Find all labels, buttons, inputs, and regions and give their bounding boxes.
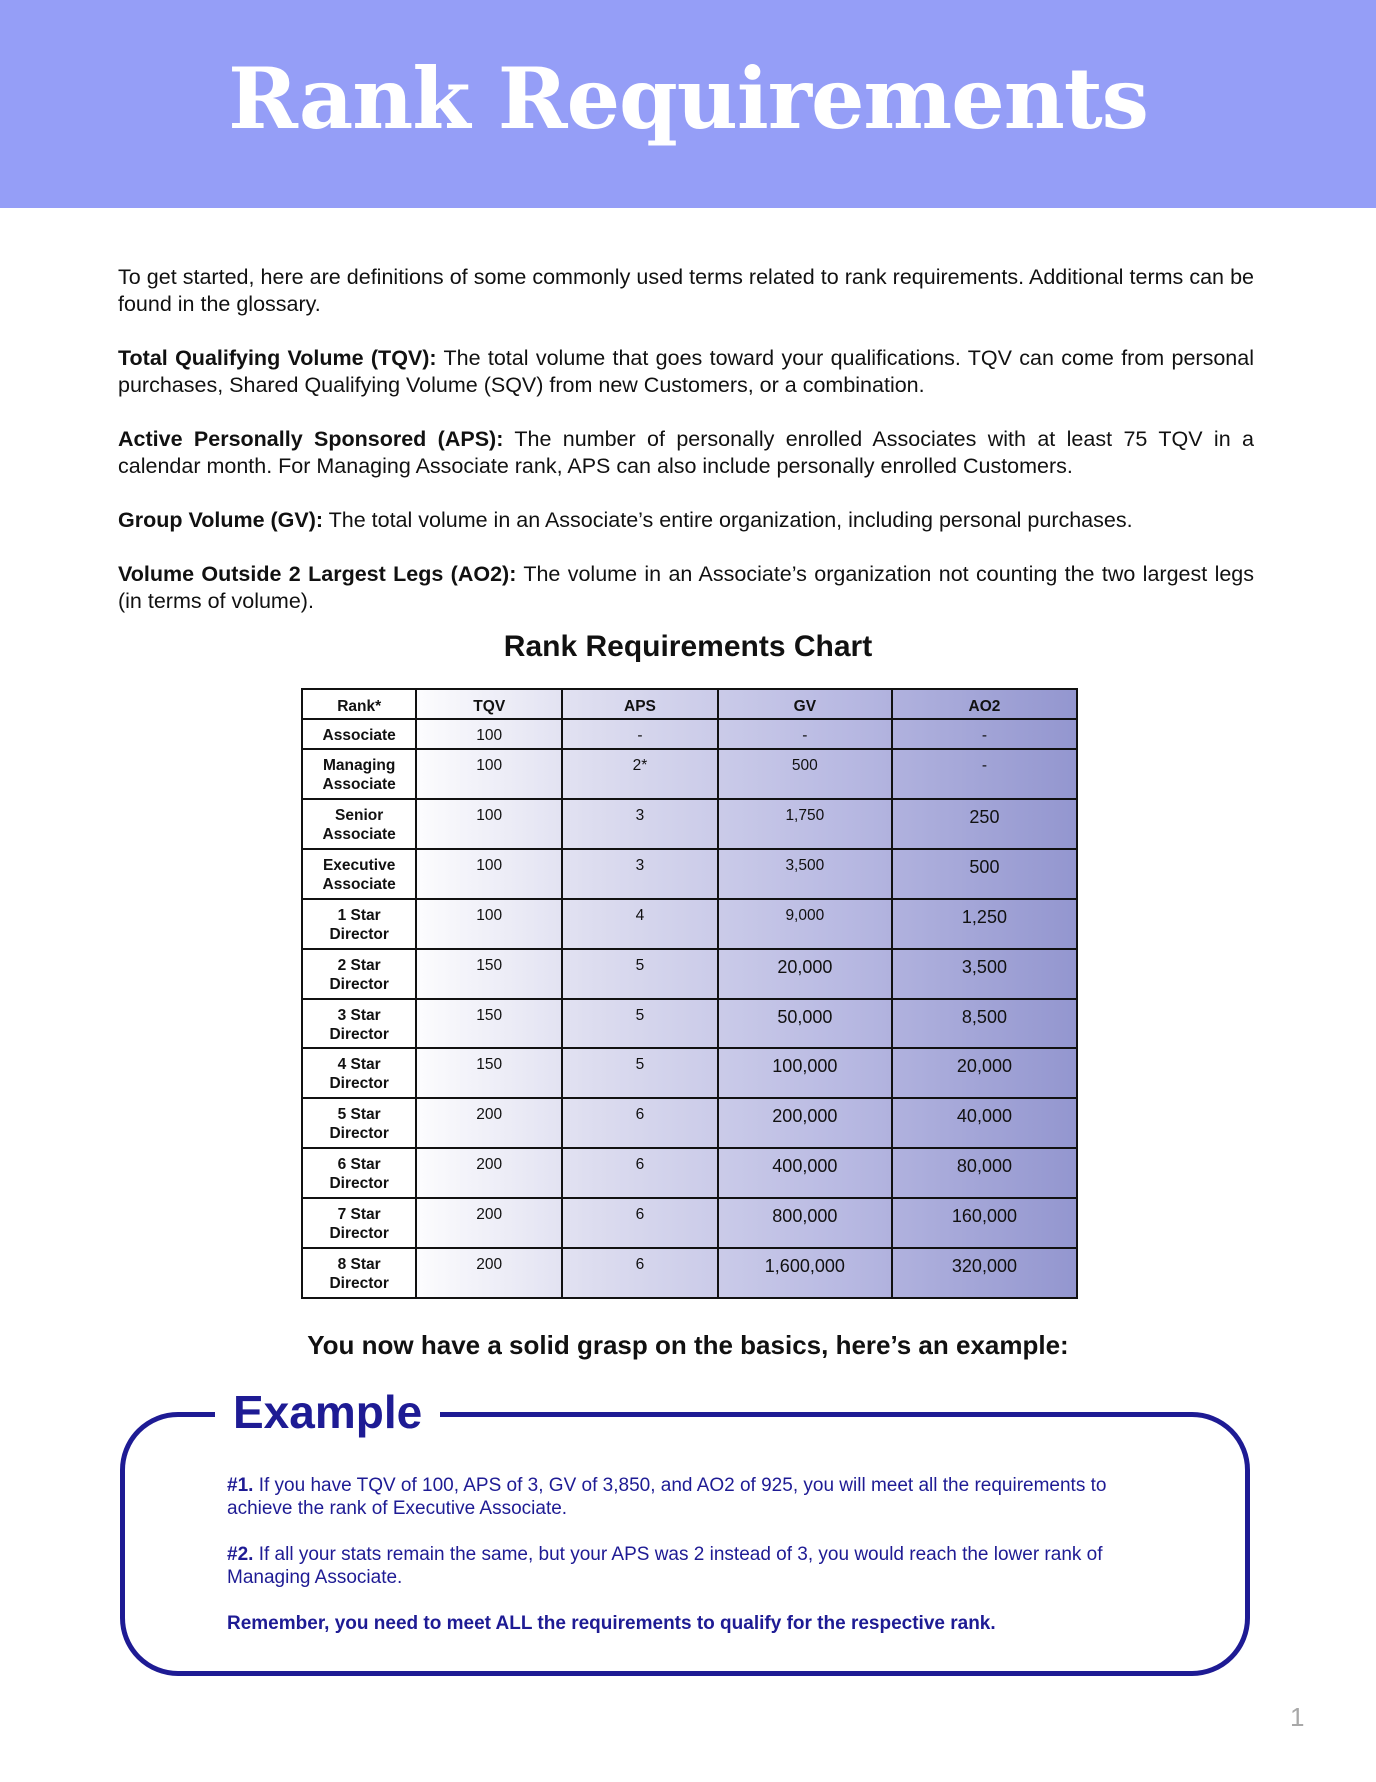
tqv-cell: 100 [416,749,562,799]
rank-name-line: 5 Star [337,1106,381,1124]
tqv-cell: 150 [416,999,562,1049]
rank-name-line: Associate [322,875,396,893]
ao2-cell: - [892,749,1077,799]
rank-name-line: 3 Star [337,1006,381,1024]
definitions-section [118,264,1254,642]
table-row [302,1098,1077,1148]
aps-cell: 5 [562,1048,718,1098]
tqv-cell: 200 [416,1148,562,1198]
rank-name-line: Senior [335,807,384,825]
definition-aps [118,426,1254,480]
table-row [302,799,1077,849]
definition-ao2 [118,561,1254,615]
table-header-row [302,689,1077,719]
rank-name-line: Director [329,1025,389,1043]
gv-cell: 50,000 [718,999,892,1049]
rank-name-line: 4 Star [337,1056,381,1074]
example-reminder [227,1612,1157,1635]
header-rank: Rank* [302,689,416,719]
rank-name-line: Director [329,1075,389,1093]
gv-cell: 400,000 [718,1148,892,1198]
definition-text: The total volume that goes toward your qualifications. TQV can come from personal purchases, Shared Qualifying Volume (SQV) from new Customers, or a combination. [118,346,1254,397]
ao2-cell: 3,500 [892,949,1077,999]
rank-name-line: Associate [322,727,396,744]
ao2-cell: 80,000 [892,1148,1077,1198]
table-row [302,949,1077,999]
gv-cell: 1,750 [718,799,892,849]
example-intro: You now have a solid grasp on the basics, here’s an example: [307,1330,1069,1360]
table-row [302,999,1077,1049]
aps-cell: 6 [562,1148,718,1198]
rank-name-cell [302,799,416,849]
rank-name-cell [302,719,416,749]
ao2-cell: 250 [892,799,1077,849]
aps-cell: 2* [562,749,718,799]
rank-name-line: 7 Star [337,1206,381,1224]
rank-name-cell [302,849,416,899]
definition-text: The total volume in an Associate’s entire organization, including personal purchases. [323,508,1133,532]
ao2-cell: 160,000 [892,1198,1077,1248]
rank-name-cell [302,899,416,949]
table-row [302,1048,1077,1098]
table-row [302,1248,1077,1298]
chart-title: Rank Requirements Chart [503,630,873,663]
tqv-cell: 200 [416,1098,562,1148]
rank-name-line: 1 Star [337,906,381,924]
tqv-cell: 100 [416,899,562,949]
gv-cell: 500 [718,749,892,799]
tqv-cell: 200 [416,1198,562,1248]
ao2-cell: - [892,719,1077,749]
definition-term: Volume Outside 2 Largest Legs (AO2): [118,562,517,586]
rank-name-line: 8 Star [337,1256,381,1274]
ao2-cell: 500 [892,849,1077,899]
rank-name-cell [302,949,416,999]
example-label: Example [215,1384,440,1440]
aps-cell: - [562,719,718,749]
ao2-cell: 1,250 [892,899,1077,949]
ao2-cell: 8,500 [892,999,1077,1049]
table-row [302,749,1077,799]
ao2-cell: 40,000 [892,1098,1077,1148]
table-row [302,899,1077,949]
definition-gv [118,507,1254,534]
ao2-cell: 20,000 [892,1048,1077,1098]
header-aps: APS [562,689,718,719]
aps-cell: 4 [562,899,718,949]
definition-term: Group Volume (GV): [118,508,324,532]
aps-cell: 3 [562,799,718,849]
rank-name-line: Director [329,1225,389,1243]
table-row [302,1148,1077,1198]
aps-cell: 5 [562,949,718,999]
gv-cell: 20,000 [718,949,892,999]
example-item-number: #1. [227,1475,254,1496]
rank-name-line: 2 Star [337,956,381,974]
example-item-text: If all your stats remain the same, but your APS was 2 instead of 3, you would reach the lower rank of Managing Associate. [227,1544,1103,1588]
tqv-cell: 100 [416,799,562,849]
rank-name-cell [302,1048,416,1098]
rank-name-cell [302,1248,416,1298]
definition-tqv [118,345,1254,399]
rank-name-line: Director [329,925,389,943]
aps-cell: 5 [562,999,718,1049]
rank-name-cell [302,999,416,1049]
rank-name-cell [302,749,416,799]
intro-paragraph: To get started, here are definitions of some commonly used terms related to rank requirements. Additional terms can be found in the glossary. [118,265,1254,316]
rank-requirements-table [301,688,1078,1299]
definition-term: Total Qualifying Volume (TQV): [118,346,437,370]
gv-cell: 100,000 [718,1048,892,1098]
rank-name-line: Executive [322,856,396,874]
gv-cell: 3,500 [718,849,892,899]
ao2-cell: 320,000 [892,1248,1077,1298]
rank-name-line: Associate [322,826,396,844]
rank-name-line: Director [329,1275,389,1293]
header-tqv: TQV [416,689,562,719]
aps-cell: 6 [562,1198,718,1248]
example-item-text: If you have TQV of 100, APS of 3, GV of 3,850, and AO2 of 925, you will meet all the requirements to achieve the rank of Executive Associate. [227,1475,1107,1519]
rank-name-line: 6 Star [337,1156,381,1174]
gv-cell: 9,000 [718,899,892,949]
rank-name-line: Director [329,1175,389,1193]
example-item-2 [227,1543,1157,1589]
aps-cell: 3 [562,849,718,899]
table-row [302,849,1077,899]
gv-cell: 1,600,000 [718,1248,892,1298]
header-gv: GV [718,689,892,719]
table-row [302,1198,1077,1248]
tqv-cell: 100 [416,849,562,899]
page-title: Rank Requirements [228,48,1148,148]
rank-name-cell [302,1148,416,1198]
tqv-cell: 200 [416,1248,562,1298]
table-row [302,719,1077,749]
gv-cell: 200,000 [718,1098,892,1148]
aps-cell: 6 [562,1098,718,1148]
rank-name-line: Director [329,975,389,993]
gv-cell: 800,000 [718,1198,892,1248]
tqv-cell: 150 [416,949,562,999]
header-ao2: AO2 [892,689,1077,719]
aps-cell: 6 [562,1248,718,1298]
tqv-cell: 150 [416,1048,562,1098]
page-number: 1 [1290,1702,1305,1732]
rank-name-line: Associate [322,776,396,794]
rank-name-cell [302,1098,416,1148]
example-item-number: #2. [227,1544,254,1565]
tqv-cell: 100 [416,719,562,749]
gv-cell: - [718,719,892,749]
definition-term: Active Personally Sponsored (APS): [118,427,504,451]
page-header [0,0,1376,208]
definition-text: The volume in an Associate’s organization not counting the two largest legs (in terms of volume). [118,562,1255,613]
definition-text: The number of personally enrolled Associates with at least 75 TQV in a calendar month. For Managing Associate rank, APS can also include personally enrolled Customers. [118,427,1254,478]
rank-name-line: Director [329,1125,389,1143]
example-reminder-text: Remember, you need to meet ALL the requirements to qualify for the respective rank. [227,1613,996,1634]
rank-name-cell [302,1198,416,1248]
example-item-1 [227,1474,1157,1520]
example-text [227,1474,1157,1658]
rank-name-line: Managing [323,757,396,775]
